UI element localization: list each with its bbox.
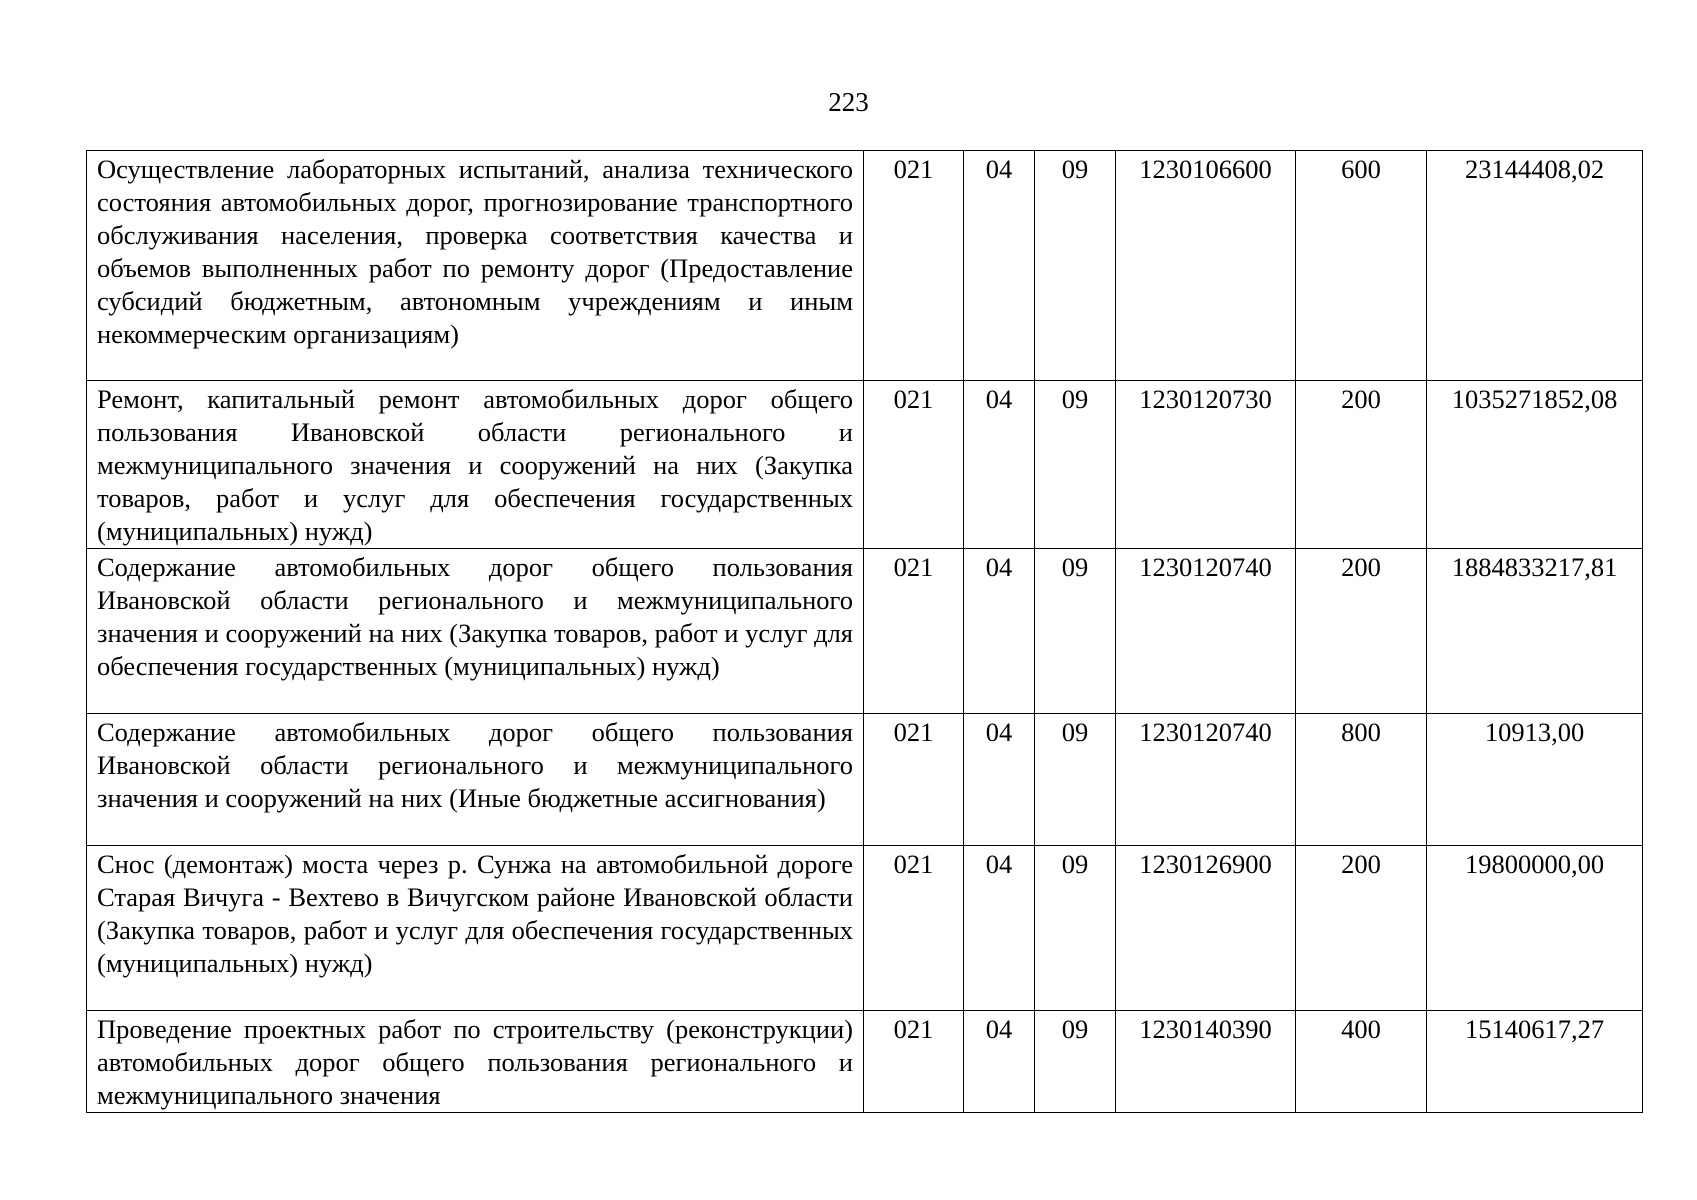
section-code: 04 <box>964 714 1035 846</box>
target-article-code: 1230140390 <box>1116 1011 1296 1113</box>
row-description: Содержание автомобильных дорог общего пользования Ивановской области регионального и межмуниципального значения и сооружений на них (Закупка товаров, работ и услуг для обеспечения государственных (муниципальных) нужд) <box>87 549 864 714</box>
target-article-code: 1230106600 <box>1116 151 1296 381</box>
target-article-code: 1230120730 <box>1116 381 1296 549</box>
section-code: 04 <box>964 151 1035 381</box>
ministry-code: 021 <box>864 846 964 1011</box>
ministry-code: 021 <box>864 714 964 846</box>
ministry-code: 021 <box>864 151 964 381</box>
target-article-code: 1230126900 <box>1116 846 1296 1011</box>
row-description: Проведение проектных работ по строительству (реконструкции) автомобильных дорог общего пользования регионального и межмуниципального значения <box>87 1011 864 1113</box>
target-article-code: 1230120740 <box>1116 714 1296 846</box>
amount: 1035271852,08 <box>1427 381 1643 549</box>
table-row <box>87 151 1643 381</box>
subsection-code: 09 <box>1035 381 1116 549</box>
subsection-code: 09 <box>1035 1011 1116 1113</box>
ministry-code: 021 <box>864 381 964 549</box>
ministry-code: 021 <box>864 549 964 714</box>
expense-type-code: 800 <box>1296 714 1427 846</box>
amount: 15140617,27 <box>1427 1011 1643 1113</box>
section-code: 04 <box>964 846 1035 1011</box>
amount: 10913,00 <box>1427 714 1643 846</box>
expense-type-code: 200 <box>1296 549 1427 714</box>
table-row <box>87 549 1643 714</box>
page-number: 223 <box>828 87 869 117</box>
subsection-code: 09 <box>1035 151 1116 381</box>
row-description: Содержание автомобильных дорог общего пользования Ивановской области регионального и межмуниципального значения и сооружений на них (Иные бюджетные ассигнования) <box>87 714 864 846</box>
amount: 23144408,02 <box>1427 151 1643 381</box>
amount: 19800000,00 <box>1427 846 1643 1011</box>
subsection-code: 09 <box>1035 549 1116 714</box>
amount: 1884833217,81 <box>1427 549 1643 714</box>
expense-type-code: 200 <box>1296 846 1427 1011</box>
row-description: Снос (демонтаж) моста через р. Сунжа на автомобильной дороге Старая Вичуга - Вехтево в Вичугском районе Ивановской области (Закупка товаров, работ и услуг для обеспечения государственных (муниципальных) нужд) <box>87 846 864 1011</box>
row-description: Осуществление лабораторных испытаний, анализа технического состояния автомобильных дорог, прогнозирование транспортного обслуживания населения, проверка соответствия качества и объемов выполненных работ по ремонту дорог (Предоставление субсидий бюджетным, автономным учреждениям и иным некоммерческим организациям) <box>87 151 864 381</box>
target-article-code: 1230120740 <box>1116 549 1296 714</box>
expense-type-code: 600 <box>1296 151 1427 381</box>
section-code: 04 <box>964 549 1035 714</box>
expense-type-code: 200 <box>1296 381 1427 549</box>
section-code: 04 <box>964 381 1035 549</box>
expense-type-code: 400 <box>1296 1011 1427 1113</box>
row-description: Ремонт, капитальный ремонт автомобильных дорог общего пользования Ивановской области регионального и межмуниципального значения и сооружений на них (Закупка товаров, работ и услуг для обеспечения государственных (муниципальных) нужд) <box>87 381 864 549</box>
table-row <box>87 846 1643 1011</box>
table-row <box>87 1011 1643 1113</box>
budget-table <box>86 150 1643 1113</box>
table-row <box>87 714 1643 846</box>
subsection-code: 09 <box>1035 846 1116 1011</box>
subsection-code: 09 <box>1035 714 1116 846</box>
ministry-code: 021 <box>864 1011 964 1113</box>
section-code: 04 <box>964 1011 1035 1113</box>
table-row <box>87 381 1643 549</box>
